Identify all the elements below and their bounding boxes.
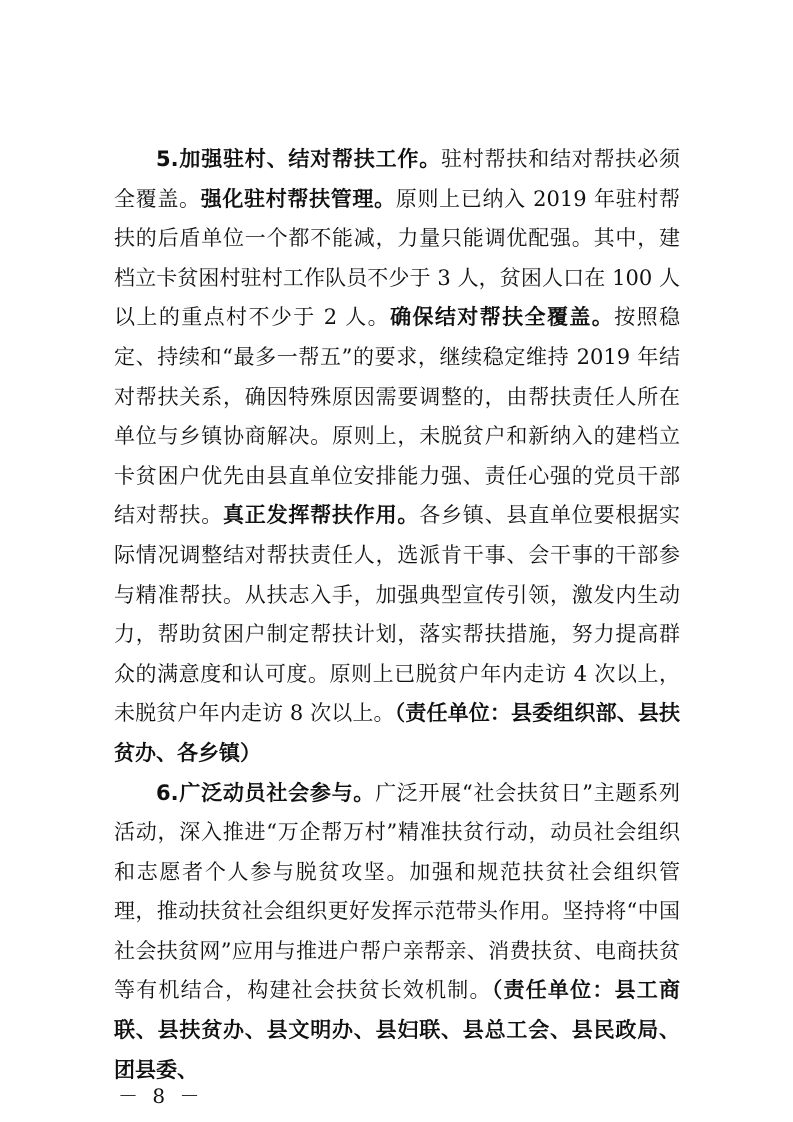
body-text: 驻村帮扶和结对帮扶必须全覆盖。 [114, 147, 681, 211]
body-text: 原则上已纳入 2019 年驻村帮扶的后盾单位一个都不能减，力量只能调优配强。其中，建档立卡贫困村驻村工作队员不少于 3 人，贫困人口在 100 人以上的重点村不少于 2 人。 [114, 186, 681, 330]
document-body [114, 140, 680, 1090]
body-text: 按照稳定、持续和“最多一帮五”的要求，继续稳定维持 2019 年结对帮扶关系，确因特殊原因需要调整的，由帮扶责任人所在单位与乡镇协商解决。原则上，未脱贫户和新纳入的建档立卡贫困户优先由县直单位安排能力强、责任心强的党员干部结对帮扶。 [114, 305, 681, 528]
paragraph-item-5 [114, 140, 680, 774]
responsible-units: （责任单位：县工商联、县扶贫办、县文明办、县妇联、县总工会、县民政局、团县委、 [114, 978, 681, 1082]
body-text: 广泛开展“社会扶贫日”主题系列活动，深入推进“万企帮万村”精准扶贫行动，动员社会组织和志愿者个人参与脱贫攻坚。加强和规范扶贫社会组织管理，推动扶贫社会组织更好发挥示范带头作用。坚持将“中国社会扶贫网”应用与推进户帮户亲帮亲、消费扶贫、电商扶贫等有机结合，构建社会扶贫长效机制。 [114, 780, 680, 1003]
paragraph-item-6 [114, 774, 680, 1091]
subheading: 真正发挥帮扶作用。 [223, 503, 420, 528]
responsible-units: （责任单位：县委组织部、县扶贫办、各乡镇） [114, 701, 680, 765]
subheading: 确保结对帮扶全覆盖。 [390, 305, 615, 330]
page-number: － 8 － [118, 1084, 204, 1108]
body-text: 各乡镇、县直单位要根据实际情况调整结对帮扶责任人，选派肯干事、会干事的干部参与精准帮扶。从扶志入手，加强典型宣传引领，激发内生动力，帮助贫困户制定帮扶计划，落实帮扶措施，努力提高群众的满意度和认可度。原则上已脱贫户年内走访 4 次以上，未脱贫户年内走访 8 次以上。 [114, 503, 681, 726]
subheading: 强化驻村帮扶管理。 [200, 186, 396, 211]
section-heading: 5.加强驻村、结对帮扶工作。 [156, 147, 441, 171]
section-heading: 6.广泛动员社会参与。 [156, 780, 376, 805]
